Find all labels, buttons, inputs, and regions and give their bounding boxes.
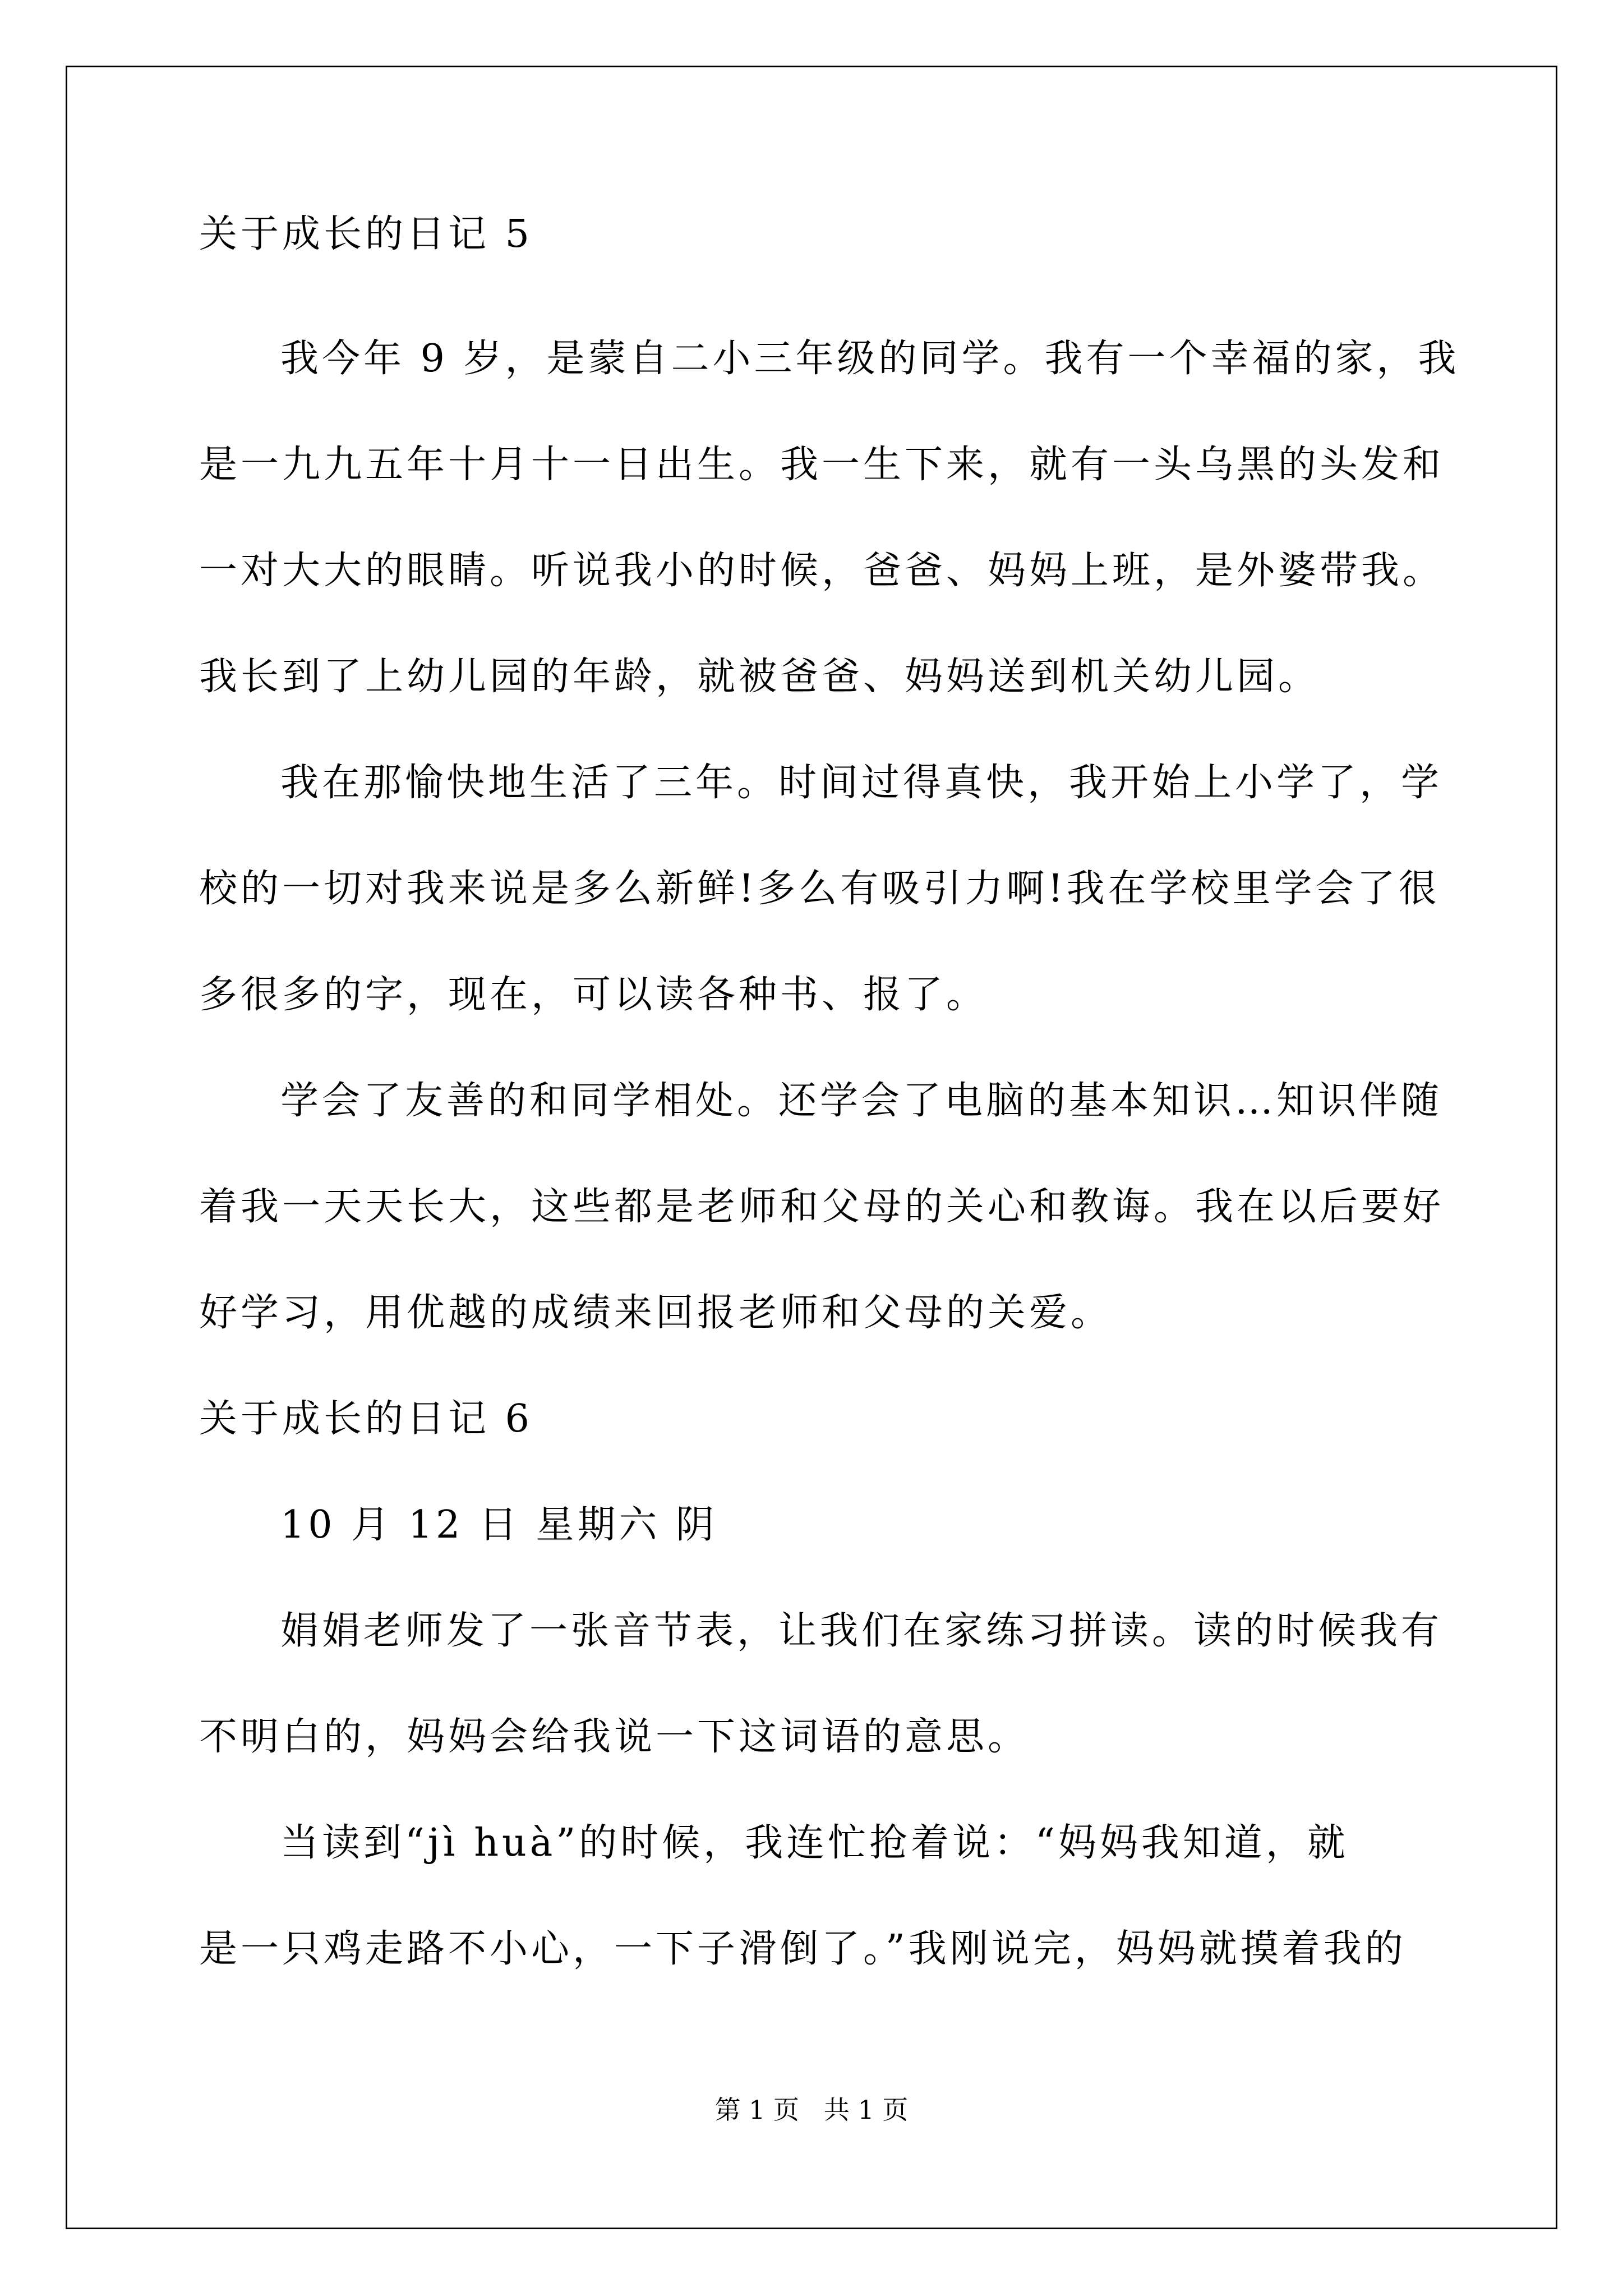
paragraph-line: 一对大大的眼睛。听说我小的时候，爸爸、妈妈上班，是外婆带我。 — [199, 549, 1445, 593]
paragraph-line: 我长到了上幼儿园的年龄，就被爸爸、妈妈送到机关幼儿园。 — [199, 655, 1320, 699]
diary-date-line: 10 月 12 日 星期六 阴 — [280, 1503, 718, 1547]
page-footer: 第 1 页 共 1 页 — [714, 2095, 909, 2125]
diary-title-6: 关于成长的日记 6 — [199, 1397, 533, 1441]
paragraph-line: 当读到“jì huà”的时候，我连忙抢着说：“妈妈我知道，就 — [280, 1821, 1349, 1865]
paragraph-line: 是一只鸡走路不小心，一下子滑倒了。”我刚说完，妈妈就摸着我的 — [199, 1927, 1407, 1971]
paragraph-line: 校的一切对我来说是多么新鲜!多么有吸引力啊!我在学校里学会了很 — [199, 867, 1440, 911]
paragraph-line: 好学习，用优越的成绩来回报老师和父母的关爱。 — [199, 1291, 1113, 1335]
paragraph-line: 我今年 9 岁，是蒙自二小三年级的同学。我有一个幸福的家，我 — [280, 337, 1460, 381]
diary-title-5: 关于成长的日记 5 — [199, 212, 533, 256]
paragraph-line: 娟娟老师发了一张音节表，让我们在家练习拼读。读的时候我有 — [280, 1609, 1443, 1653]
paragraph-line: 是一九九五年十月十一日出生。我一生下来，就有一头乌黑的头发和 — [199, 443, 1445, 487]
paragraph-line: 学会了友善的和同学相处。还学会了电脑的基本知识…知识伴随 — [280, 1079, 1443, 1123]
paragraph-line: 着我一天天长大，这些都是老师和父母的关心和教诲。我在以后要好 — [199, 1185, 1445, 1229]
paragraph-line: 不明白的，妈妈会给我说一下这词语的意思。 — [199, 1715, 1030, 1759]
paragraph-line: 我在那愉快地生活了三年。时间过得真快，我开始上小学了，学 — [280, 761, 1443, 805]
paragraph-line: 多很多的字，现在，可以读各种书、报了。 — [199, 973, 988, 1017]
page-border — [66, 66, 1557, 2229]
